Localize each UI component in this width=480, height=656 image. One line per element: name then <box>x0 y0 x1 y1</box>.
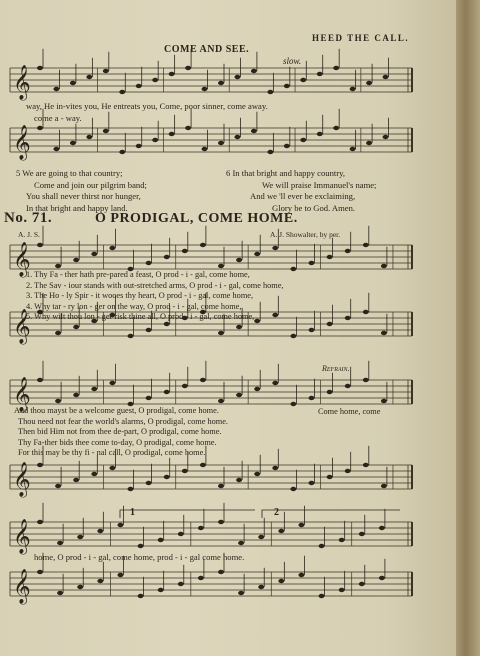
note-head <box>236 325 242 329</box>
verse-line: 2. The Sav - iour stands with out-stretched arms, O prod - i - gal, come home, <box>26 280 284 290</box>
note-head <box>238 591 244 595</box>
note-head <box>200 243 206 247</box>
credit-music: A. J. Showalter, by per. <box>270 230 341 239</box>
note-head <box>70 81 76 85</box>
note-head <box>309 481 315 485</box>
note-head <box>198 526 204 530</box>
verse-line: Thy Fa-ther bids thee come to-day, O prodigal, come home. <box>18 437 217 447</box>
lyric-line: home, O prod - i - gal, come home, prod - i - gal come home. <box>34 552 245 562</box>
note-head <box>77 585 83 589</box>
note-head <box>284 84 290 88</box>
note-head <box>272 466 278 470</box>
note-head <box>164 475 170 479</box>
clef-icon: 𝄞 <box>13 519 31 554</box>
clef-icon: 𝄞 <box>13 125 31 160</box>
note-head <box>309 261 315 265</box>
note-head <box>234 135 240 139</box>
note-head <box>254 387 260 391</box>
note-head <box>218 484 224 488</box>
note-head <box>359 532 365 536</box>
note-head <box>258 535 264 539</box>
note-head <box>333 66 339 70</box>
note-head <box>109 466 115 470</box>
hymn-number: No. 71. <box>4 210 53 226</box>
verse-line: Then bid Him not from thee de-part, O prodigal, come home. <box>18 427 222 437</box>
note-head <box>251 69 257 73</box>
verse-line: And we 'll ever be exclaiming, <box>250 191 356 201</box>
note-head <box>119 90 125 94</box>
note-head <box>202 147 208 151</box>
note-head <box>363 310 369 314</box>
note-head <box>379 576 385 580</box>
second-ending-label: 2 <box>274 507 279 518</box>
note-head <box>86 75 92 79</box>
note-head <box>136 144 142 148</box>
note-head <box>117 573 123 577</box>
note-head <box>363 463 369 467</box>
note-head <box>381 399 387 403</box>
verses-second-line <box>14 406 228 459</box>
verse-line: 3. The Ho - ly Spir - it wooes thy heart, O prod - i - gal, come home, <box>26 291 254 301</box>
note-head <box>366 81 372 85</box>
note-head <box>345 469 351 473</box>
note-head <box>327 255 333 259</box>
note-head <box>290 487 296 491</box>
verse-line: 6 In that bright and happy country, <box>226 168 346 178</box>
note-head <box>366 141 372 145</box>
note-head <box>236 478 242 482</box>
verse-line: 4. Why tar - ry lon - ger on the way, O prod - i - gal, come home, <box>26 301 242 311</box>
clef-icon: 𝄞 <box>13 309 31 344</box>
note-head <box>383 75 389 79</box>
note-head <box>350 147 356 151</box>
verse-line: Thou need not fear the world's alarms, O prodigal, come home. <box>18 416 229 426</box>
note-head <box>363 243 369 247</box>
note-head <box>73 258 79 262</box>
note-head <box>345 316 351 320</box>
note-head <box>73 393 79 397</box>
note-head <box>379 526 385 530</box>
note-head <box>55 484 61 488</box>
note-head <box>345 249 351 253</box>
note-head <box>381 484 387 488</box>
note-head <box>267 90 273 94</box>
note-head <box>91 387 97 391</box>
first-ending-label: 1 <box>130 507 135 518</box>
note-head <box>218 81 224 85</box>
note-head <box>91 252 97 256</box>
note-head <box>146 261 152 265</box>
note-head <box>37 243 43 247</box>
clef-icon: 𝄞 <box>13 65 31 100</box>
verse-5 <box>16 168 147 214</box>
note-head <box>57 591 63 595</box>
note-head <box>57 541 63 545</box>
lyric-line: come a - way. <box>34 113 82 123</box>
note-head <box>146 481 152 485</box>
note-head <box>298 523 304 527</box>
note-head <box>138 544 144 548</box>
song-title-o-prodigal: O PRODIGAL, COME HOME. <box>95 211 298 226</box>
verse-line: Glory be to God. Amen. <box>272 202 356 213</box>
song-title-come-and-see: COME AND SEE. <box>164 44 250 55</box>
note-head <box>317 132 323 136</box>
note-head <box>164 390 170 394</box>
note-head <box>359 582 365 586</box>
running-head: HEED THE CALL. <box>312 33 410 43</box>
note-head <box>53 87 59 91</box>
note-head <box>345 384 351 388</box>
note-head <box>182 384 188 388</box>
clef-icon: 𝄞 <box>13 377 31 412</box>
lyric-line: way, He in-vites you, He entreats you, Come, poor sinner, come away. <box>26 101 268 111</box>
refrain-label: Refrain. <box>322 364 350 373</box>
note-head <box>103 129 109 133</box>
note-head <box>146 328 152 332</box>
note-head <box>55 331 61 335</box>
note-head <box>218 399 224 403</box>
note-head <box>251 129 257 133</box>
note-head <box>178 532 184 536</box>
refrain-lyric: Come home, come <box>318 407 381 416</box>
note-head <box>309 396 315 400</box>
note-head <box>363 378 369 382</box>
note-head <box>267 150 273 154</box>
note-head <box>333 126 339 130</box>
note-head <box>238 541 244 545</box>
note-head <box>117 523 123 527</box>
note-head <box>300 138 306 142</box>
note-head <box>77 535 83 539</box>
note-head <box>202 87 208 91</box>
verse-line: You shall never thirst nor hunger, <box>26 191 141 201</box>
verse-line: 1. Thy Fa - ther hath pre-pared a feast, O prod - i - gal, come home, <box>26 270 250 279</box>
note-head <box>383 135 389 139</box>
note-head <box>37 66 43 70</box>
note-head <box>73 478 79 482</box>
note-head <box>152 138 158 142</box>
note-head <box>278 529 284 533</box>
note-head <box>218 331 224 335</box>
note-head <box>200 463 206 467</box>
note-head <box>37 463 43 467</box>
verse-line: And thou mayst be a welcome guest, O prodigal, come home. <box>14 406 219 415</box>
note-head <box>136 84 142 88</box>
note-head <box>169 132 175 136</box>
note-head <box>327 322 333 326</box>
verse-6 <box>226 168 376 214</box>
note-head <box>146 396 152 400</box>
note-head <box>164 255 170 259</box>
note-head <box>381 264 387 268</box>
verse-line: In that bright and happy land. <box>26 202 128 213</box>
verse-line: 5 We are going to that country; <box>16 168 123 178</box>
note-head <box>319 594 325 598</box>
note-head <box>350 87 356 91</box>
note-head <box>169 72 175 76</box>
note-head <box>317 72 323 76</box>
note-head <box>53 147 59 151</box>
note-head <box>272 381 278 385</box>
second-ending-bracket <box>262 510 400 518</box>
verse-line: For this may be thy fi - nal call, O prodigal, come home. <box>18 448 206 458</box>
note-head <box>182 469 188 473</box>
verse-line: Come and join our pilgrim band; <box>34 179 147 190</box>
note-head <box>185 126 191 130</box>
note-head <box>218 141 224 145</box>
note-head <box>37 378 43 382</box>
note-head <box>152 78 158 82</box>
note-head <box>218 570 224 574</box>
note-head <box>103 69 109 73</box>
note-head <box>290 402 296 406</box>
note-head <box>327 390 333 394</box>
note-head <box>381 331 387 335</box>
verse-line: 5. Why wilt thou lon - ger risk thine all, O prod - i - gal, come home, <box>26 312 255 322</box>
first-ending-bracket <box>120 510 255 518</box>
note-head <box>158 538 164 542</box>
note-head <box>109 246 115 250</box>
note-head <box>300 78 306 82</box>
note-head <box>339 588 345 592</box>
clef-icon: 𝄞 <box>13 242 31 277</box>
note-head <box>236 258 242 262</box>
note-head <box>128 334 134 338</box>
note-head <box>278 579 284 583</box>
note-head <box>70 141 76 145</box>
note-head <box>319 544 325 548</box>
note-head <box>97 579 103 583</box>
clef-icon: 𝄞 <box>13 569 31 604</box>
note-head <box>182 249 188 253</box>
note-head <box>37 570 43 574</box>
note-head <box>109 381 115 385</box>
clef-icon: 𝄞 <box>13 462 31 497</box>
note-head <box>290 334 296 338</box>
note-head <box>198 576 204 580</box>
note-head <box>200 378 206 382</box>
note-head <box>86 135 92 139</box>
note-head <box>254 252 260 256</box>
note-head <box>91 472 97 476</box>
note-head <box>178 582 184 586</box>
note-head <box>327 475 333 479</box>
verse-line: We will praise Immanuel's name; <box>262 179 377 190</box>
note-head <box>272 246 278 250</box>
note-head <box>97 529 103 533</box>
note-head <box>284 144 290 148</box>
note-head <box>55 264 61 268</box>
note-head <box>339 538 345 542</box>
note-head <box>290 267 296 271</box>
note-head <box>234 75 240 79</box>
tempo-marking: slow. <box>283 56 302 66</box>
note-head <box>254 472 260 476</box>
note-head <box>55 399 61 403</box>
note-head <box>138 594 144 598</box>
note-head <box>236 393 242 397</box>
note-head <box>37 520 43 524</box>
note-head <box>218 264 224 268</box>
credit-words: A. J. S. <box>18 230 40 239</box>
note-head <box>119 150 125 154</box>
note-head <box>158 588 164 592</box>
note-head <box>258 585 264 589</box>
note-head <box>185 66 191 70</box>
note-head <box>73 325 79 329</box>
note-head <box>298 573 304 577</box>
note-head <box>218 520 224 524</box>
verses-first-line <box>26 270 283 323</box>
note-head <box>37 126 43 130</box>
note-head <box>309 328 315 332</box>
note-head <box>128 487 134 491</box>
